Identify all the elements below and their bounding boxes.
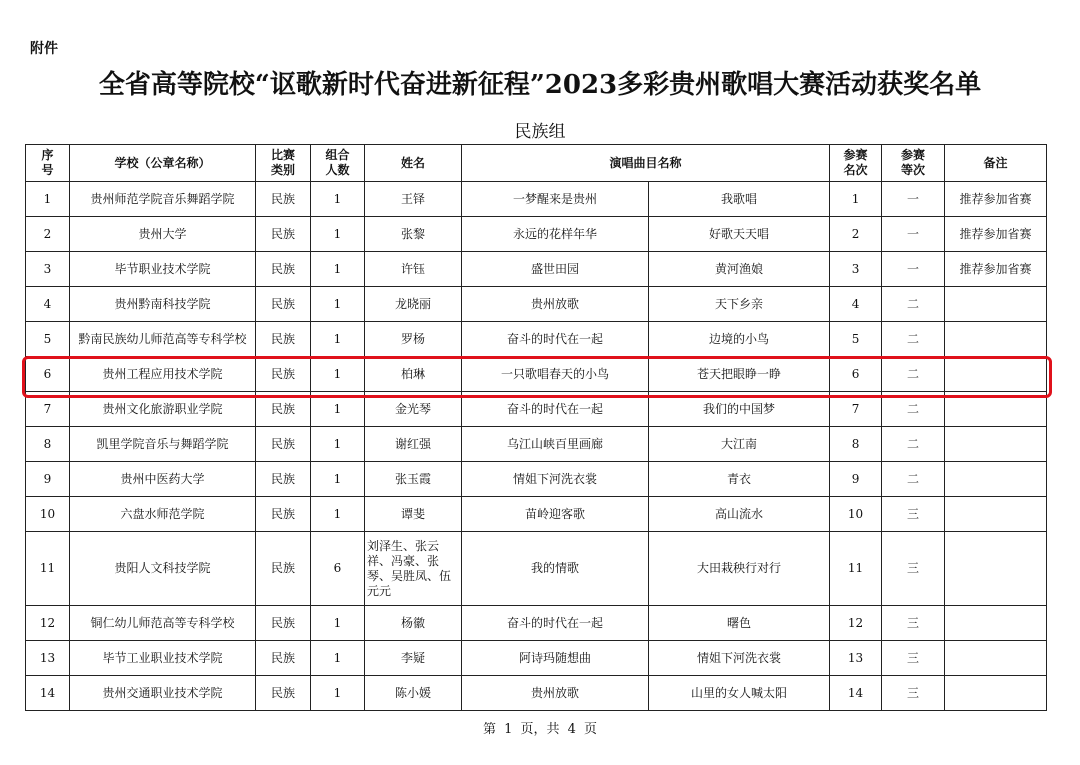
cell-seq: 9 [26,462,70,497]
table-row [26,606,1047,641]
cell-school: 贵州文化旅游职业学院 [70,392,256,427]
cell-school: 凯里学院音乐与舞蹈学院 [70,427,256,462]
cell-school: 贵州师范学院音乐舞蹈学院 [70,182,256,217]
cell-grade: 二 [882,392,945,427]
cell-school: 六盘水师范学院 [70,497,256,532]
cell-remark [945,641,1047,676]
cell-category: 民族 [256,252,311,287]
cell-school: 毕节工业职业技术学院 [70,641,256,676]
cell-count: 1 [311,427,365,462]
cell-grade: 二 [882,287,945,322]
cell-song2: 我们的中国梦 [649,392,830,427]
cell-remark [945,287,1047,322]
cell-song2: 青衣 [649,462,830,497]
cell-remark: 推荐参加省赛 [945,217,1047,252]
cell-count: 1 [311,252,365,287]
cell-name: 张玉霞 [365,462,462,497]
cell-school: 贵州交通职业技术学院 [70,676,256,711]
cell-remark [945,606,1047,641]
cell-song2: 山里的女人喊太阳 [649,676,830,711]
cell-category: 民族 [256,392,311,427]
cell-grade: 二 [882,357,945,392]
cell-category: 民族 [256,427,311,462]
cell-name: 刘泽生、张云祥、冯豪、张琴、吴胜凤、伍元元 [365,532,462,606]
cell-remark [945,462,1047,497]
cell-seq: 3 [26,252,70,287]
cell-remark [945,497,1047,532]
cell-rank: 7 [830,392,882,427]
cell-name: 龙晓丽 [365,287,462,322]
cell-song1: 一只歌唱春天的小鸟 [462,357,649,392]
cell-song2: 天下乡亲 [649,287,830,322]
cell-school: 铜仁幼儿师范高等专科学校 [70,606,256,641]
cell-grade: 二 [882,322,945,357]
cell-name: 陈小媛 [365,676,462,711]
cell-song2: 黄河渔娘 [649,252,830,287]
cell-seq: 8 [26,427,70,462]
table-row [26,676,1047,711]
cell-grade: 一 [882,182,945,217]
cell-remark: 推荐参加省赛 [945,182,1047,217]
cell-count: 1 [311,322,365,357]
cell-grade: 一 [882,252,945,287]
table-row [26,182,1047,217]
cell-rank: 8 [830,427,882,462]
cell-rank: 5 [830,322,882,357]
cell-song1: 情姐下河洗衣裳 [462,462,649,497]
header-grade: 参赛 等次 [882,145,945,182]
cell-count: 1 [311,392,365,427]
cell-count: 1 [311,357,365,392]
cell-seq: 11 [26,532,70,606]
table-row [26,462,1047,497]
cell-song1: 乌江山峡百里画廊 [462,427,649,462]
header-row [26,145,1047,182]
cell-seq: 12 [26,606,70,641]
table-body [26,182,1047,711]
cell-song2: 曙色 [649,606,830,641]
cell-school: 贵州黔南科技学院 [70,287,256,322]
cell-category: 民族 [256,287,311,322]
cell-seq: 13 [26,641,70,676]
cell-school: 贵州工程应用技术学院 [70,357,256,392]
header-rank: 参赛 名次 [830,145,882,182]
cell-rank: 4 [830,287,882,322]
cell-name: 许钰 [365,252,462,287]
cell-seq: 5 [26,322,70,357]
cell-school: 毕节职业技术学院 [70,252,256,287]
cell-rank: 9 [830,462,882,497]
header-school: 学校（公章名称） [70,145,256,182]
cell-grade: 三 [882,606,945,641]
cell-seq: 14 [26,676,70,711]
cell-rank: 1 [830,182,882,217]
cell-school: 贵州中医药大学 [70,462,256,497]
table-row [26,217,1047,252]
cell-category: 民族 [256,606,311,641]
table-row [26,322,1047,357]
cell-song2: 高山流水 [649,497,830,532]
cell-name: 杨徽 [365,606,462,641]
cell-song1: 阿诗玛随想曲 [462,641,649,676]
cell-grade: 三 [882,641,945,676]
cell-count: 6 [311,532,365,606]
cell-name: 金光琴 [365,392,462,427]
header-count: 组合 人数 [311,145,365,182]
cell-remark [945,322,1047,357]
cell-song1: 一梦醒来是贵州 [462,182,649,217]
cell-song1: 奋斗的时代在一起 [462,322,649,357]
cell-name: 张黎 [365,217,462,252]
cell-rank: 3 [830,252,882,287]
cell-song2: 大田栽秧行对行 [649,532,830,606]
cell-school: 黔南民族幼儿师范高等专科学校 [70,322,256,357]
cell-seq: 4 [26,287,70,322]
table-row [26,252,1047,287]
cell-grade: 三 [882,676,945,711]
attachment-label: 附件 [30,41,58,57]
cell-song2: 大江南 [649,427,830,462]
header-remark: 备注 [945,145,1047,182]
cell-seq: 2 [26,217,70,252]
table-row [26,641,1047,676]
awards-table [25,144,1047,711]
cell-song2: 边境的小鸟 [649,322,830,357]
cell-song1: 贵州放歌 [462,676,649,711]
cell-name: 谢红强 [365,427,462,462]
cell-song1: 永远的花样年华 [462,217,649,252]
cell-song2: 情姐下河洗衣裳 [649,641,830,676]
cell-rank: 2 [830,217,882,252]
cell-count: 1 [311,462,365,497]
cell-school: 贵阳人文科技学院 [70,532,256,606]
cell-song2: 好歌天天唱 [649,217,830,252]
table-row [26,427,1047,462]
cell-song2: 我歌唱 [649,182,830,217]
cell-grade: 一 [882,217,945,252]
cell-seq: 1 [26,182,70,217]
cell-category: 民族 [256,322,311,357]
cell-count: 1 [311,217,365,252]
header-songs: 演唱曲目名称 [462,145,830,182]
cell-name: 柏琳 [365,357,462,392]
cell-category: 民族 [256,497,311,532]
cell-name: 罗杨 [365,322,462,357]
cell-grade: 三 [882,532,945,606]
cell-remark: 推荐参加省赛 [945,252,1047,287]
cell-name: 李疑 [365,641,462,676]
document-title: 全省高等院校“讴歌新时代奋进新征程”2023多彩贵州歌唱大赛活动获奖名单 [98,70,982,100]
cell-rank: 14 [830,676,882,711]
cell-category: 民族 [256,357,311,392]
cell-seq: 6 [26,357,70,392]
table-row [26,357,1047,392]
cell-rank: 6 [830,357,882,392]
cell-count: 1 [311,497,365,532]
cell-count: 1 [311,641,365,676]
cell-song2: 苍天把眼睁一睁 [649,357,830,392]
table-row [26,497,1047,532]
cell-school: 贵州大学 [70,217,256,252]
cell-song1: 贵州放歌 [462,287,649,322]
cell-name: 王铎 [365,182,462,217]
table-row [26,532,1047,606]
cell-count: 1 [311,287,365,322]
cell-remark [945,357,1047,392]
cell-category: 民族 [256,676,311,711]
cell-song1: 盛世田园 [462,252,649,287]
cell-song1: 奋斗的时代在一起 [462,392,649,427]
cell-category: 民族 [256,641,311,676]
cell-category: 民族 [256,462,311,497]
cell-seq: 7 [26,392,70,427]
cell-grade: 三 [882,497,945,532]
cell-remark [945,427,1047,462]
cell-seq: 10 [26,497,70,532]
cell-song1: 奋斗的时代在一起 [462,606,649,641]
cell-count: 1 [311,606,365,641]
cell-rank: 13 [830,641,882,676]
cell-remark [945,532,1047,606]
cell-name: 谭斐 [365,497,462,532]
page-footer: 第 1 页，共 4 页 [482,722,598,737]
cell-song1: 苗岭迎客歌 [462,497,649,532]
cell-rank: 10 [830,497,882,532]
cell-category: 民族 [256,182,311,217]
cell-rank: 12 [830,606,882,641]
cell-count: 1 [311,676,365,711]
header-name: 姓名 [365,145,462,182]
header-seq: 序 号 [26,145,70,182]
cell-category: 民族 [256,217,311,252]
cell-remark [945,392,1047,427]
cell-grade: 二 [882,427,945,462]
header-category: 比赛 类别 [256,145,311,182]
table-row [26,287,1047,322]
cell-rank: 11 [830,532,882,606]
cell-grade: 二 [882,462,945,497]
group-subtitle: 民族组 [514,122,566,142]
table-row [26,392,1047,427]
cell-count: 1 [311,182,365,217]
cell-category: 民族 [256,532,311,606]
cell-song1: 我的情歌 [462,532,649,606]
cell-remark [945,676,1047,711]
